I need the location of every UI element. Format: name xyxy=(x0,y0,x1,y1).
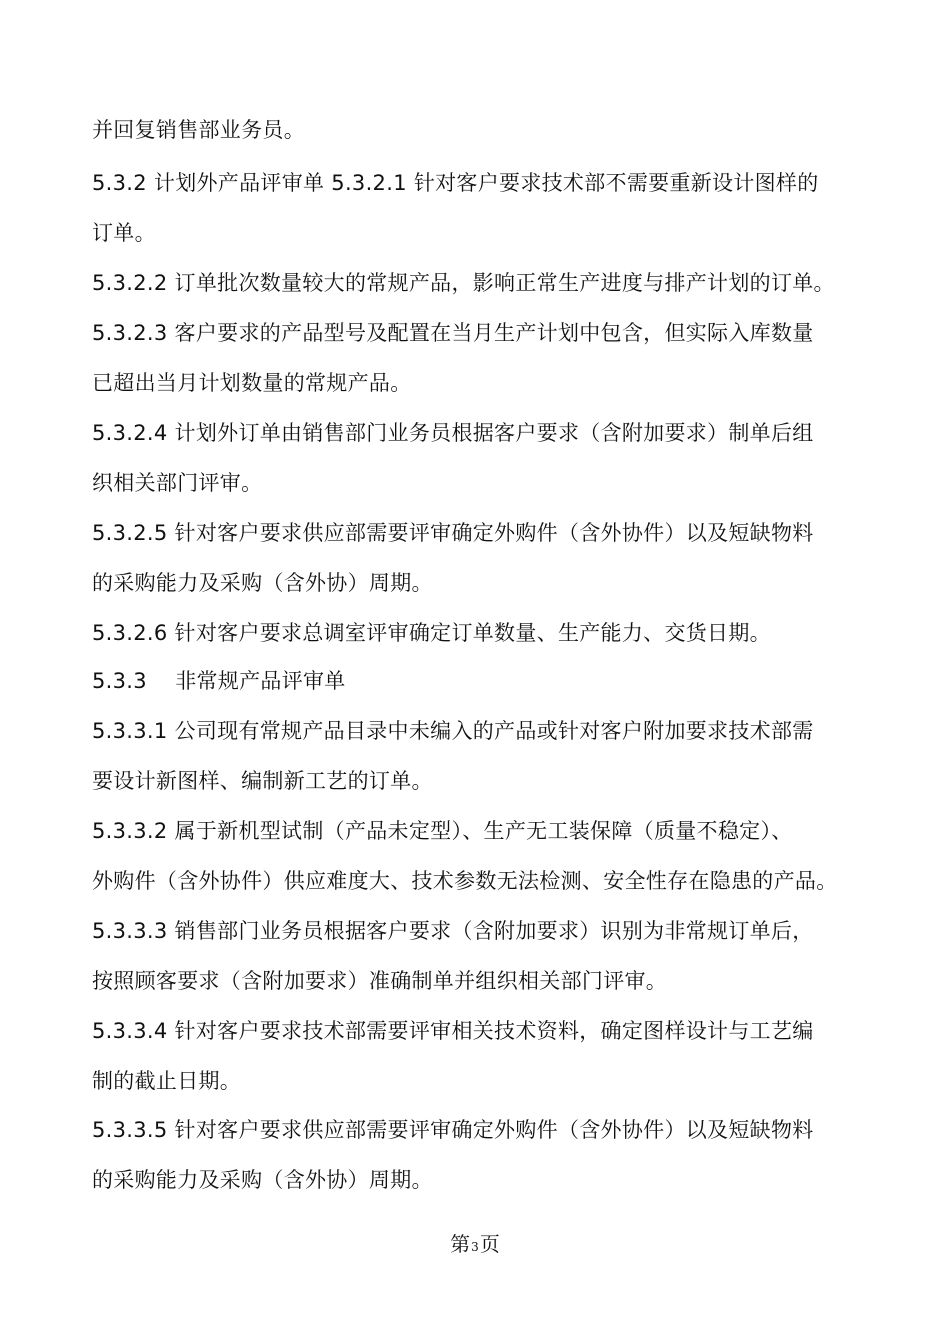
text-line: 织相关部门评审。 xyxy=(92,471,263,495)
text-line: 已超出当月计划数量的常规产品。 xyxy=(92,371,412,395)
footer-suffix: 页 xyxy=(479,1232,500,1256)
text-line: 并回复销售部业务员。 xyxy=(92,118,305,142)
text-line: 外购件（含外协件）供应难度大、技术参数无法检测、安全性存在隐患的产品。 xyxy=(92,869,838,893)
footer-prefix: 第 xyxy=(450,1232,471,1256)
text-line: 制的截止日期。 xyxy=(92,1069,242,1093)
text-line: 的采购能力及采购（含外协）周期。 xyxy=(92,1168,433,1192)
text-line: 5.3.2 计划外产品评审单 5.3.2.1 针对客户要求技术部不需要重新设计图样的 xyxy=(92,171,819,195)
text-line: 5.3.2.2 订单批次数量较大的常规产品，影响正常生产进度与排产计划的订单。 xyxy=(92,271,835,295)
text-line: 订单。 xyxy=(92,221,156,245)
text-line: 的采购能力及采购（含外协）周期。 xyxy=(92,571,433,595)
text-line: 按照顾客要求（含附加要求）准确制单并组织相关部门评审。 xyxy=(92,969,668,993)
text-line: 5.3.3.2 属于新机型试制（产品未定型）、生产无工装保障（质量不稳定）、 xyxy=(92,819,793,843)
page-footer xyxy=(0,1230,950,1261)
text-line: 5.3.2.3 客户要求的产品型号及配置在当月生产计划中包含，但实际入库数量 xyxy=(92,321,814,345)
text-line: 5.3.2.6 针对客户要求总调室评审确定订单数量、生产能力、交货日期。 xyxy=(92,621,771,645)
text-line: 5.3.2.5 针对客户要求供应部需要评审确定外购件（含外协件）以及短缺物料 xyxy=(92,521,814,545)
text-line: 5.3.2.4 计划外订单由销售部门业务员根据客户要求（含附加要求）制单后组 xyxy=(92,421,814,445)
text-line: 5.3.3.1 公司现有常规产品目录中未编入的产品或针对客户附加要求技术部需 xyxy=(92,719,814,743)
section-heading: 5.3.3 非常规产品评审单 xyxy=(92,669,346,693)
text-line: 5.3.3.3 销售部门业务员根据客户要求（含附加要求）识别为非常规订单后， xyxy=(92,919,814,943)
page-number: 3 xyxy=(471,1240,479,1254)
text-line: 要设计新图样、编制新工艺的订单。 xyxy=(92,769,433,793)
text-line: 5.3.3.5 针对客户要求供应部需要评审确定外购件（含外协件）以及短缺物料 xyxy=(92,1118,814,1142)
text-line: 5.3.3.4 针对客户要求技术部需要评审相关技术资料，确定图样设计与工艺编 xyxy=(92,1019,814,1043)
